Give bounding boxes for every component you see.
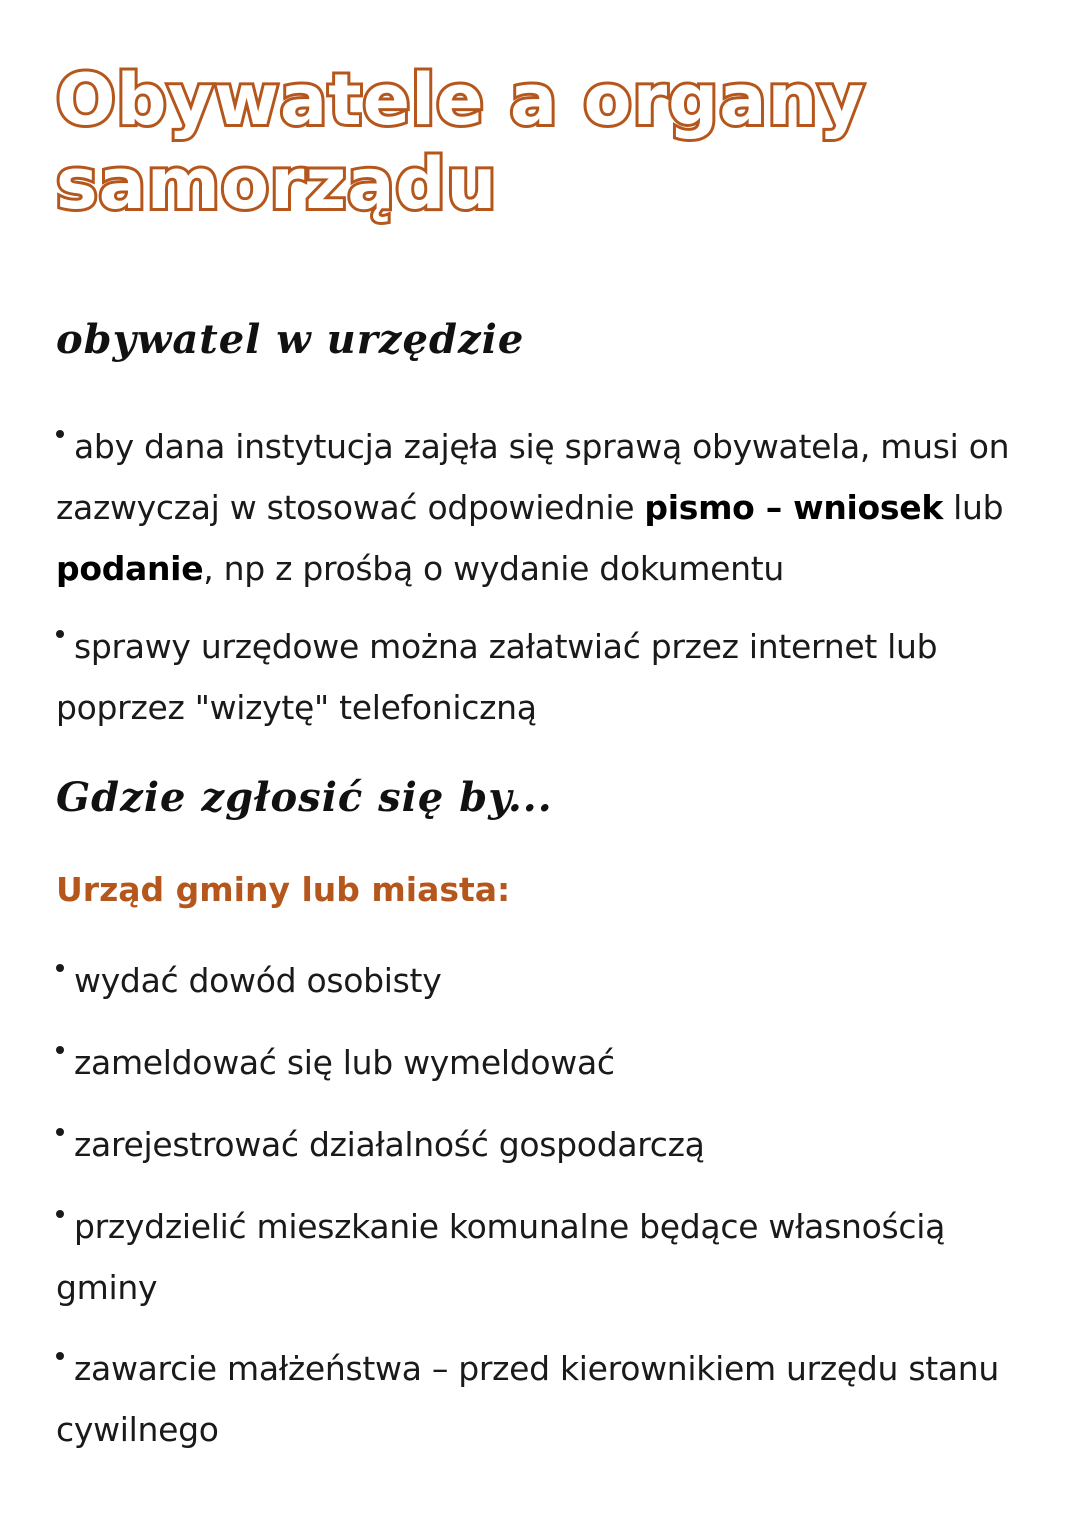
bullet-dot-icon bbox=[56, 1210, 64, 1218]
bullet-dot-icon bbox=[56, 1352, 64, 1360]
page-title bbox=[56, 58, 1024, 226]
bullet-dot-icon bbox=[56, 630, 64, 638]
bullet-dot-icon bbox=[56, 430, 64, 438]
bullet-item: wydać dowód osobisty bbox=[56, 950, 1026, 1011]
bullet-item: aby dana instytucja zajęła się sprawą obywatela, musi on zazwyczaj w stosować odpowiednie pismo – wniosek lub podanie, np z prośbą o wydanie dokumentu bbox=[56, 427, 1010, 588]
bullet-item: sprawy urzędowe można załatwiać przez internet lub poprzez "wizytę" telefoniczną bbox=[56, 627, 938, 727]
page-title-line-1: Obywatele a organy bbox=[56, 59, 865, 141]
bullet-dot-icon bbox=[56, 964, 64, 972]
bullet-dot-icon bbox=[56, 1046, 64, 1054]
section-heading-where-to-go: Gdzie zgłosić się by... bbox=[56, 774, 553, 821]
section-heading-citizen-in-office: obywatel w urzędzie bbox=[56, 316, 525, 363]
bullet-item: przydzielić mieszkanie komunalne będące własnością gminy bbox=[56, 1207, 946, 1307]
bullet-item: zarejestrować działalność gospodarczą bbox=[56, 1114, 1026, 1175]
bullet-item: zameldować się lub wymeldować bbox=[56, 1032, 1026, 1093]
bullet-dot-icon bbox=[56, 1128, 64, 1136]
office-subheading: Urząd gminy lub miasta: bbox=[56, 870, 511, 909]
page-title-line-2: samorządu bbox=[56, 143, 498, 225]
bullet-item: zawarcie małżeństwa – przed kierownikiem urzędu stanu cywilnego bbox=[56, 1349, 1000, 1449]
